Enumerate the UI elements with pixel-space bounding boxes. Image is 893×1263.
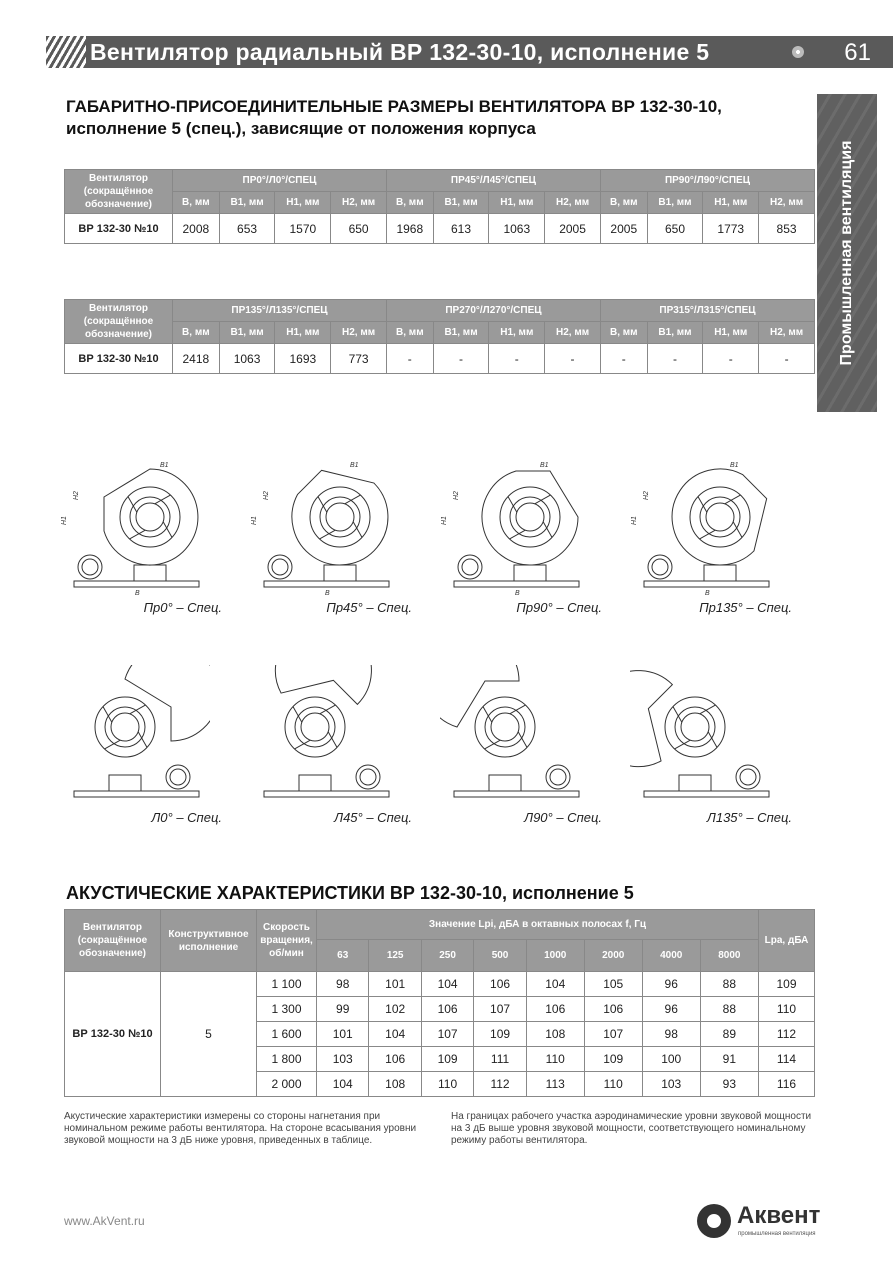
column-header: В, мм — [173, 322, 220, 344]
footer-url[interactable]: www.AkVent.ru — [64, 1214, 145, 1228]
column-header: В1, мм — [433, 322, 489, 344]
table-cell: 1773 — [703, 214, 759, 244]
band-header: 125 — [369, 940, 421, 972]
table-cell: 2005 — [545, 214, 601, 244]
dimension-label: B1 — [350, 462, 359, 469]
band-header: 1000 — [526, 940, 584, 972]
group-header: ПР315°/Л315°/СПЕЦ — [600, 300, 814, 322]
table-row — [65, 972, 815, 997]
lpa-value: 112 — [759, 1022, 815, 1047]
band-header: 8000 — [700, 940, 758, 972]
dimension-label: H1 — [631, 516, 638, 525]
dimension-label: H2 — [643, 491, 650, 500]
dimension-label: H1 — [61, 516, 68, 525]
level-value: 103 — [317, 1047, 369, 1072]
diagram-caption: Л135° – Спец. — [706, 810, 792, 825]
table-cell: - — [489, 344, 545, 374]
table-cell: 1063 — [219, 344, 275, 374]
fan-header: Вентилятор (сокращённое обозначение) — [65, 170, 173, 214]
logo-brand: Аквент — [737, 1202, 821, 1229]
level-value: 106 — [584, 997, 642, 1022]
level-value: 100 — [642, 1047, 700, 1072]
lpa-value: 116 — [759, 1072, 815, 1097]
level-value: 104 — [421, 972, 473, 997]
column-header: Н1, мм — [703, 322, 759, 344]
diagram-caption: Пр90° – Спец. — [516, 600, 602, 615]
column-header: В1, мм — [219, 192, 275, 214]
level-value: 91 — [700, 1047, 758, 1072]
group-header: ПР45°/Л45°/СПЕЦ — [386, 170, 600, 192]
fan-diagrams — [60, 455, 820, 835]
fan-drawing — [250, 455, 400, 595]
column-header: В1, мм — [433, 192, 489, 214]
acoustic-table — [64, 909, 815, 1097]
table-cell: - — [600, 344, 647, 374]
dimension-label: B — [135, 590, 140, 595]
table-cell: 613 — [433, 214, 489, 244]
diagram-caption: Пр45° – Спец. — [326, 600, 412, 615]
table-cell: 1570 — [275, 214, 331, 244]
fan-diagram — [250, 455, 420, 615]
page-number: 61 — [844, 39, 871, 66]
note-left: Акустические характеристики измерены со стороны нагнетания при номинальном режиме работы вентилятора. На стороне всасывания уровни звуковой мощности на 3 дБ ниже уровня, приведенных в таблице. — [64, 1111, 417, 1146]
level-value: 106 — [474, 972, 526, 997]
level-value: 103 — [642, 1072, 700, 1097]
fan-drawing — [630, 455, 780, 595]
level-value: 105 — [584, 972, 642, 997]
band-header: 2000 — [584, 940, 642, 972]
fan-name: ВР 132-30 №10 — [65, 344, 173, 374]
dimension-label: B1 — [730, 462, 739, 469]
speed-value: 2 000 — [257, 1072, 317, 1097]
dimensions-table-2 — [64, 299, 815, 374]
level-value: 111 — [474, 1047, 526, 1072]
fan-diagram — [440, 455, 610, 615]
column-header: Н2, мм — [545, 322, 601, 344]
table-cell: - — [759, 344, 815, 374]
table-cell: - — [386, 344, 433, 374]
table-cell: - — [703, 344, 759, 374]
level-value: 98 — [642, 1022, 700, 1047]
dimension-label: H2 — [263, 491, 270, 500]
column-header: В, мм — [386, 322, 433, 344]
dimension-label: H1 — [441, 516, 448, 525]
column-header: В, мм — [173, 192, 220, 214]
fan-diagram — [60, 665, 230, 825]
column-header: В, мм — [600, 192, 647, 214]
side-tab — [817, 94, 877, 412]
level-value: 108 — [526, 1022, 584, 1047]
level-value: 107 — [474, 997, 526, 1022]
level-value: 101 — [369, 972, 421, 997]
column-header: Н2, мм — [545, 192, 601, 214]
level-value: 110 — [584, 1072, 642, 1097]
speed-value: 1 100 — [257, 972, 317, 997]
speed-value: 1 800 — [257, 1047, 317, 1072]
column-header: В1, мм — [219, 322, 275, 344]
level-value: 104 — [526, 972, 584, 997]
group-header: ПР90°/Л90°/СПЕЦ — [600, 170, 814, 192]
diagram-caption: Л90° – Спец. — [524, 810, 602, 825]
level-value: 110 — [421, 1072, 473, 1097]
fan-name: ВР 132-30 №10 — [65, 214, 173, 244]
level-value: 106 — [526, 997, 584, 1022]
level-value: 96 — [642, 972, 700, 997]
level-value: 104 — [317, 1072, 369, 1097]
diagram-caption: Л45° – Спец. — [334, 810, 412, 825]
lpa-value: 110 — [759, 997, 815, 1022]
level-value: 112 — [474, 1072, 526, 1097]
level-value: 96 — [642, 997, 700, 1022]
table-row — [65, 214, 815, 244]
header-bar — [50, 36, 893, 68]
dimension-label: H1 — [251, 516, 258, 525]
table-cell: 1063 — [489, 214, 545, 244]
level-value: 98 — [317, 972, 369, 997]
level-value: 108 — [369, 1072, 421, 1097]
fan-header: Вентилятор (сокращённое обозначение) — [65, 300, 173, 344]
fan-diagram — [630, 665, 800, 825]
dimensions-table-1 — [64, 169, 815, 244]
octave-header: Значение Lpi, дБА в октавных полосах f, Гц — [317, 910, 759, 940]
dimension-label: B1 — [540, 462, 549, 469]
dimensions-title — [66, 96, 722, 140]
level-value: 93 — [700, 1072, 758, 1097]
level-value: 102 — [369, 997, 421, 1022]
table-cell: 1693 — [275, 344, 331, 374]
fan-diagram — [630, 455, 800, 615]
column-header: Н1, мм — [275, 192, 331, 214]
logo — [697, 1202, 827, 1242]
lpa-header: Lpa, дБА — [759, 910, 815, 972]
table-cell: 653 — [219, 214, 275, 244]
fan-drawing — [60, 455, 210, 595]
table-cell: 650 — [331, 214, 387, 244]
table-cell: - — [433, 344, 489, 374]
fan-drawing — [60, 665, 210, 805]
fan-header: Вентилятор (сокращённое обозначение) — [65, 910, 161, 972]
side-tab-label: Промышленная вентиляция — [838, 140, 855, 366]
column-header: В1, мм — [647, 322, 703, 344]
fan-drawing — [250, 665, 400, 805]
column-header: Н2, мм — [759, 192, 815, 214]
speed-value: 1 300 — [257, 997, 317, 1022]
diagram-caption: Пр0° – Спец. — [143, 600, 222, 615]
column-header: Н1, мм — [275, 322, 331, 344]
band-header: 250 — [421, 940, 473, 972]
dimension-label: H2 — [453, 491, 460, 500]
band-header: 4000 — [642, 940, 700, 972]
column-header: В, мм — [600, 322, 647, 344]
diagram-caption: Пр135° – Спец. — [699, 600, 792, 615]
band-header: 500 — [474, 940, 526, 972]
table-cell: 2008 — [173, 214, 220, 244]
group-header: ПР135°/Л135°/СПЕЦ — [173, 300, 387, 322]
fan-drawing — [440, 455, 590, 595]
dimension-label: H2 — [73, 491, 80, 500]
column-header: Н2, мм — [331, 322, 387, 344]
column-header: В1, мм — [647, 192, 703, 214]
dimension-label: B — [705, 590, 710, 595]
column-header: В, мм — [386, 192, 433, 214]
logo-subtitle: промышленная вентиляция — [738, 1231, 816, 1237]
level-value: 113 — [526, 1072, 584, 1097]
table-cell: - — [545, 344, 601, 374]
dimension-label: B — [515, 590, 520, 595]
dimension-label: B1 — [160, 462, 169, 469]
level-value: 107 — [584, 1022, 642, 1047]
fan-diagram — [250, 665, 420, 825]
column-header: Н1, мм — [489, 192, 545, 214]
level-value: 88 — [700, 972, 758, 997]
level-value: 88 — [700, 997, 758, 1022]
dimensions-title-line1: ГАБАРИТНО-ПРИСОЕДИНИТЕЛЬНЫЕ РАЗМЕРЫ ВЕНТИЛЯТОРА ВР 132-30-10, — [66, 97, 722, 116]
band-header: 63 — [317, 940, 369, 972]
level-value: 99 — [317, 997, 369, 1022]
level-value: 89 — [700, 1022, 758, 1047]
column-header: Н1, мм — [703, 192, 759, 214]
level-value: 101 — [317, 1022, 369, 1047]
column-header: Н2, мм — [759, 322, 815, 344]
lpa-value: 114 — [759, 1047, 815, 1072]
level-value: 109 — [421, 1047, 473, 1072]
header-stripes — [46, 36, 86, 68]
fan-diagram — [60, 455, 230, 615]
dimension-label: B — [325, 590, 330, 595]
lpa-value: 109 — [759, 972, 815, 997]
design-value: 5 — [161, 972, 257, 1097]
table-cell: 2005 — [600, 214, 647, 244]
column-header: Н1, мм — [489, 322, 545, 344]
table-cell: 853 — [759, 214, 815, 244]
diagram-caption: Л0° – Спец. — [151, 810, 222, 825]
note-right: На границах рабочего участка аэродинамические уровни звуковой мощности на 3 дБ выше уровня звуковой мощности, соответствующего номинальному режиму работы вентилятора. — [451, 1111, 812, 1146]
level-value: 109 — [474, 1022, 526, 1047]
table-row — [65, 344, 815, 374]
logo-icon — [697, 1204, 731, 1238]
acoustic-title: АКУСТИЧЕСКИЕ ХАРАКТЕРИСТИКИ ВР 132-30-10, исполнение 5 — [66, 883, 634, 903]
dimensions-title-line2: исполнение 5 (спец.), зависящие от положения корпуса — [66, 119, 536, 138]
fan-drawing — [440, 665, 590, 805]
speed-header: Скорость вращения, об/мин — [257, 910, 317, 972]
level-value: 110 — [526, 1047, 584, 1072]
fan-diagram — [440, 665, 610, 825]
table-cell: 1968 — [386, 214, 433, 244]
group-header: ПР0°/Л0°/СПЕЦ — [173, 170, 387, 192]
table-cell: 773 — [331, 344, 387, 374]
table-cell: 2418 — [173, 344, 220, 374]
page-title: Вентилятор радиальный ВР 132-30-10, исполнение 5 — [90, 39, 710, 65]
level-value: 106 — [369, 1047, 421, 1072]
table-cell: - — [647, 344, 703, 374]
speed-value: 1 600 — [257, 1022, 317, 1047]
level-value: 106 — [421, 997, 473, 1022]
bullet-icon — [792, 46, 804, 58]
column-header: Н2, мм — [331, 192, 387, 214]
group-header: ПР270°/Л270°/СПЕЦ — [386, 300, 600, 322]
level-value: 104 — [369, 1022, 421, 1047]
table-cell: 650 — [647, 214, 703, 244]
fan-name: ВР 132-30 №10 — [65, 972, 161, 1097]
design-header: Конструктивное исполнение — [161, 910, 257, 972]
fan-drawing — [630, 665, 780, 805]
level-value: 109 — [584, 1047, 642, 1072]
level-value: 107 — [421, 1022, 473, 1047]
